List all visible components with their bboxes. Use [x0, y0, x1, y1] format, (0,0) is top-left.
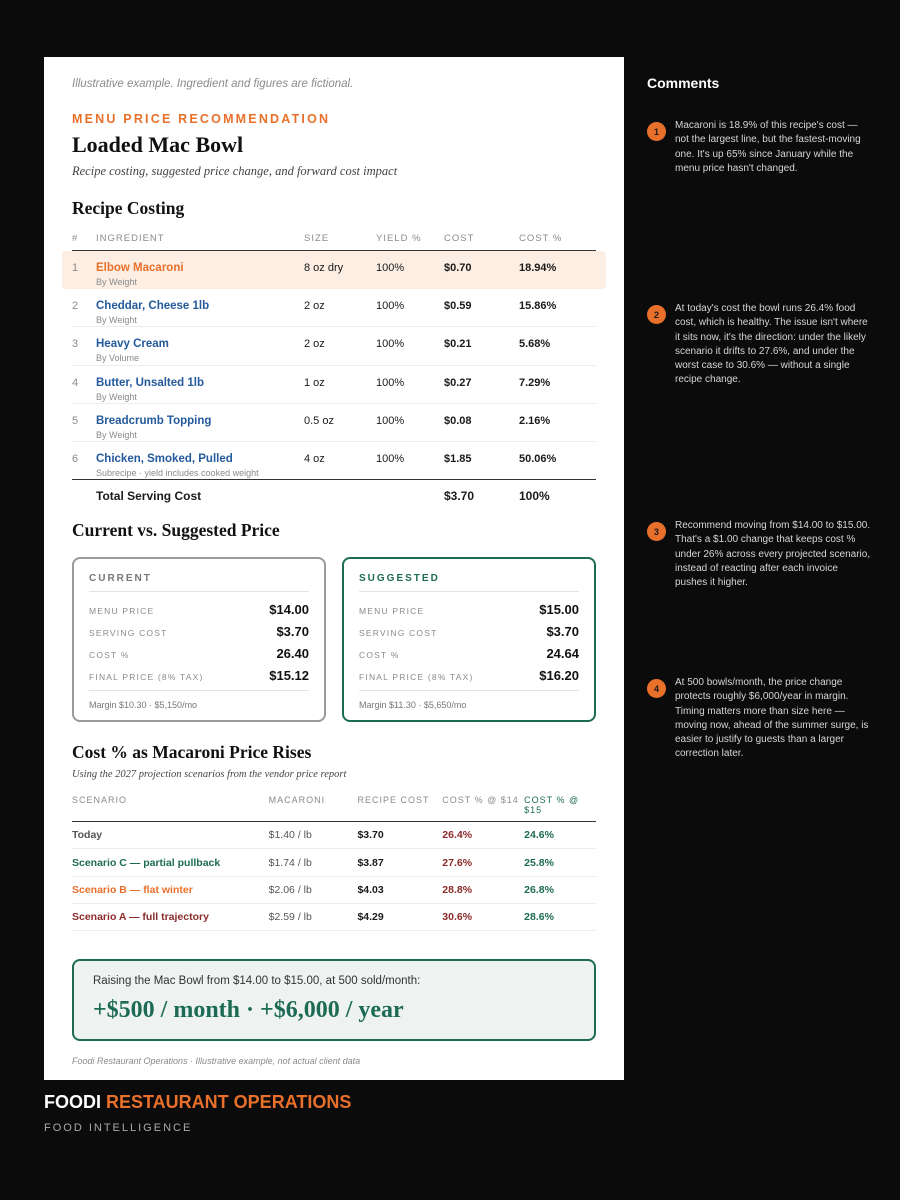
metric-label: SERVING COST	[89, 628, 168, 639]
row-num: 5	[72, 414, 79, 427]
row-cost-pct: 7.29%	[519, 376, 551, 389]
metric-label: COST %	[89, 650, 130, 661]
scenario-heading: Cost % as Macaroni Price Rises	[72, 742, 312, 763]
card-label: SUGGESTED	[359, 573, 579, 592]
row-cost: $0.59	[444, 300, 472, 313]
row-size: 4 oz	[304, 452, 325, 465]
brand-accent: RESTAURANT OPERATIONS	[106, 1092, 352, 1112]
document-footer: Foodi Restaurant Operations · Illustrative example, not actual client data	[72, 1056, 361, 1067]
scenario-row	[72, 822, 596, 849]
cost-pct-15: 25.8%	[524, 856, 554, 869]
ingredient-link[interactable]: Butter, Unsalted 1lb	[96, 376, 204, 389]
metric-label: SERVING COST	[359, 628, 438, 639]
col-cost-pct-14: COST % @ $14	[442, 795, 519, 806]
cost-pct-15: 24.6%	[524, 829, 554, 842]
cost-pct-14: 30.6%	[442, 911, 473, 924]
ingredient-unit: Subrecipe · yield includes cooked weight	[96, 467, 259, 478]
row-yield: 100%	[376, 300, 405, 313]
total-cost-pct: 100%	[519, 489, 550, 504]
col-num: #	[72, 233, 79, 244]
table-row[interactable]	[72, 366, 596, 404]
scenario-row	[72, 904, 596, 931]
row-num: 6	[72, 452, 79, 465]
table-row[interactable]	[72, 404, 596, 442]
ingredient-unit: By Volume	[96, 353, 140, 364]
macaroni-price: $2.59 / lb	[268, 911, 312, 924]
metric-value: $14.00	[269, 602, 309, 618]
impact-summary-box	[72, 959, 596, 1041]
scenario-row	[72, 849, 596, 876]
cost-pct-15: 26.8%	[524, 883, 554, 896]
metric-value: 24.64	[546, 646, 579, 662]
metric-value: 26.40	[276, 646, 309, 662]
margin-note: Margin $10.30 · $5,150/mo	[89, 700, 198, 711]
metric-value: $3.70	[276, 624, 309, 640]
col-cost-pct: COST %	[519, 233, 563, 244]
cost-pct-15: 28.6%	[524, 911, 554, 924]
metric-label: FINAL PRICE (8% TAX)	[89, 672, 204, 683]
table-row[interactable]	[72, 289, 596, 327]
row-cost-pct: 50.06%	[519, 452, 557, 465]
table-row[interactable]	[72, 327, 596, 365]
scenario-name: Scenario C — partial pullback	[72, 856, 221, 869]
macaroni-price: $1.74 / lb	[268, 856, 312, 869]
impact-figure: +$500 / month · +$6,000 / year	[93, 997, 404, 1024]
brand-logo	[44, 1092, 351, 1113]
scenario-name: Scenario A — full trajectory	[72, 911, 209, 924]
ingredient-unit: By Weight	[96, 391, 137, 402]
table-row[interactable]	[72, 442, 596, 480]
row-cost: $0.08	[444, 414, 472, 427]
row-size: 2 oz	[304, 338, 325, 351]
comment-item[interactable]	[647, 519, 872, 590]
comment-item[interactable]	[647, 302, 872, 388]
macaroni-price: $2.06 / lb	[268, 883, 312, 896]
col-scenario: SCENARIO	[72, 795, 128, 806]
ingredient-link[interactable]: Breadcrumb Topping	[96, 414, 212, 427]
brand-name: FOODI	[44, 1092, 101, 1112]
comment-text: Recommend moving from $14.00 to $15.00. That's a $1.00 change that keeps cost % under 26% across every projected scenario, instead of reacting after each invoice pushes it higher.	[675, 520, 871, 589]
recipe-cost: $4.29	[357, 911, 384, 924]
row-yield: 100%	[376, 414, 405, 427]
row-num: 1	[72, 262, 79, 274]
ingredient-link[interactable]: Elbow Macaroni	[96, 262, 184, 274]
metric-label: MENU PRICE	[359, 606, 425, 617]
row-cost-pct: 5.68%	[519, 338, 551, 351]
row-num: 2	[72, 300, 79, 313]
recipe-cost: $3.87	[357, 856, 384, 869]
row-yield: 100%	[376, 262, 405, 274]
price-comparison-heading: Current vs. Suggested Price	[72, 520, 280, 541]
col-cost-pct-15: COST % @ $15	[524, 795, 580, 816]
total-row	[72, 480, 596, 510]
cost-pct-14: 28.8%	[442, 883, 473, 896]
ingredient-link[interactable]: Chicken, Smoked, Pulled	[96, 452, 233, 465]
scenario-subtitle: Using the 2027 projection scenarios from the vendor price report	[72, 769, 347, 781]
row-size: 1 oz	[304, 376, 325, 389]
comments-heading: Comments	[647, 75, 720, 91]
col-size: SIZE	[304, 233, 330, 244]
ingredient-unit: By Weight	[96, 277, 137, 287]
comment-number-badge: 3	[647, 522, 666, 541]
row-cost: $0.27	[444, 376, 472, 389]
row-cost-pct: 15.86%	[519, 300, 557, 313]
metric-label: FINAL PRICE (8% TAX)	[359, 672, 474, 683]
disclaimer-note: Illustrative example. Ingredient and figures are fictional.	[72, 78, 354, 90]
metric-value: $15.12	[269, 668, 309, 684]
col-ingredient: INGREDIENT	[96, 233, 165, 244]
comment-text: Macaroni is 18.9% of this recipe's cost — not the largest line, but the fastest-moving one. It's up 65% since January while the menu price hasn't changed.	[675, 120, 861, 174]
metric-label: MENU PRICE	[89, 606, 155, 617]
ingredient-link[interactable]: Heavy Cream	[96, 338, 169, 351]
comment-item[interactable]	[647, 676, 872, 762]
recipe-costing-heading: Recipe Costing	[72, 198, 185, 218]
row-cost: $0.21	[444, 338, 472, 351]
table-row[interactable]	[62, 251, 606, 289]
scenario-name: Scenario B — flat winter	[72, 883, 193, 896]
cost-pct-14: 26.4%	[442, 829, 473, 842]
row-size: 8 oz dry	[304, 262, 344, 274]
current-price-card	[72, 557, 326, 722]
row-yield: 100%	[376, 338, 405, 351]
comment-text: At 500 bowls/month, the price change protects roughly $6,000/year in margin. Timing matters more than size here — moving now, ahead of the summer surge, is easier to justify to guests than a larger correction later.	[675, 677, 869, 760]
comment-item[interactable]	[647, 119, 872, 176]
recommendation-document	[44, 57, 624, 1080]
impact-lead: Raising the Mac Bowl from $14.00 to $15.00, at 500 sold/month:	[93, 975, 421, 988]
row-yield: 100%	[376, 376, 405, 389]
row-cost-pct: 18.94%	[519, 262, 557, 274]
cost-pct-14: 27.6%	[442, 856, 473, 869]
row-num: 4	[72, 376, 79, 389]
total-cost: $3.70	[444, 489, 475, 504]
row-yield: 100%	[376, 452, 405, 465]
card-label: CURRENT	[89, 573, 309, 592]
page-subtitle: Recipe costing, suggested price change, and forward cost impact	[72, 164, 398, 178]
metric-value: $16.20	[539, 668, 579, 684]
recipe-table-header	[72, 233, 596, 251]
col-macaroni: MACARONI	[268, 795, 326, 806]
page-title: Loaded Mac Bowl	[72, 132, 244, 157]
scenario-name: Today	[72, 829, 103, 842]
metric-value: $3.70	[546, 624, 579, 640]
scenario-row	[72, 877, 596, 904]
ingredient-unit: By Weight	[96, 315, 137, 326]
row-size: 2 oz	[304, 300, 325, 313]
metric-label: COST %	[359, 650, 400, 661]
ingredient-link[interactable]: Cheddar, Cheese 1lb	[96, 300, 210, 313]
row-cost: $1.85	[444, 452, 472, 465]
row-cost-pct: 2.16%	[519, 414, 551, 427]
col-recipe-cost: RECIPE COST	[357, 795, 430, 806]
ingredient-unit: By Weight	[96, 429, 137, 440]
col-cost: COST	[444, 233, 475, 244]
row-size: 0.5 oz	[304, 414, 334, 427]
scenario-table-header	[72, 795, 596, 822]
margin-note: Margin $11.30 · $5,650/mo	[359, 700, 467, 711]
row-num: 3	[72, 338, 79, 351]
macaroni-price: $1.40 / lb	[268, 829, 312, 842]
metric-value: $15.00	[539, 602, 579, 618]
section-kicker: MENU PRICE RECOMMENDATION	[72, 112, 331, 126]
recipe-cost: $3.70	[357, 829, 384, 842]
comment-number-badge: 2	[647, 305, 666, 324]
total-label: Total Serving Cost	[96, 489, 202, 504]
recipe-cost: $4.03	[357, 883, 384, 896]
comment-number-badge: 4	[647, 679, 666, 698]
brand-tagline: FOOD INTELLIGENCE	[44, 1122, 193, 1134]
col-yield: YIELD %	[376, 233, 422, 244]
row-cost: $0.70	[444, 262, 472, 274]
comment-number-badge: 1	[647, 122, 666, 141]
suggested-price-card	[342, 557, 596, 722]
comment-text: At today's cost the bowl runs 26.4% food cost, which is healthy. The issue isn't where it sits now, it's the direction: under the likely scenario it drifts to 27.6%, and under the worst case to 30.6% — without a single recipe change.	[675, 303, 868, 386]
